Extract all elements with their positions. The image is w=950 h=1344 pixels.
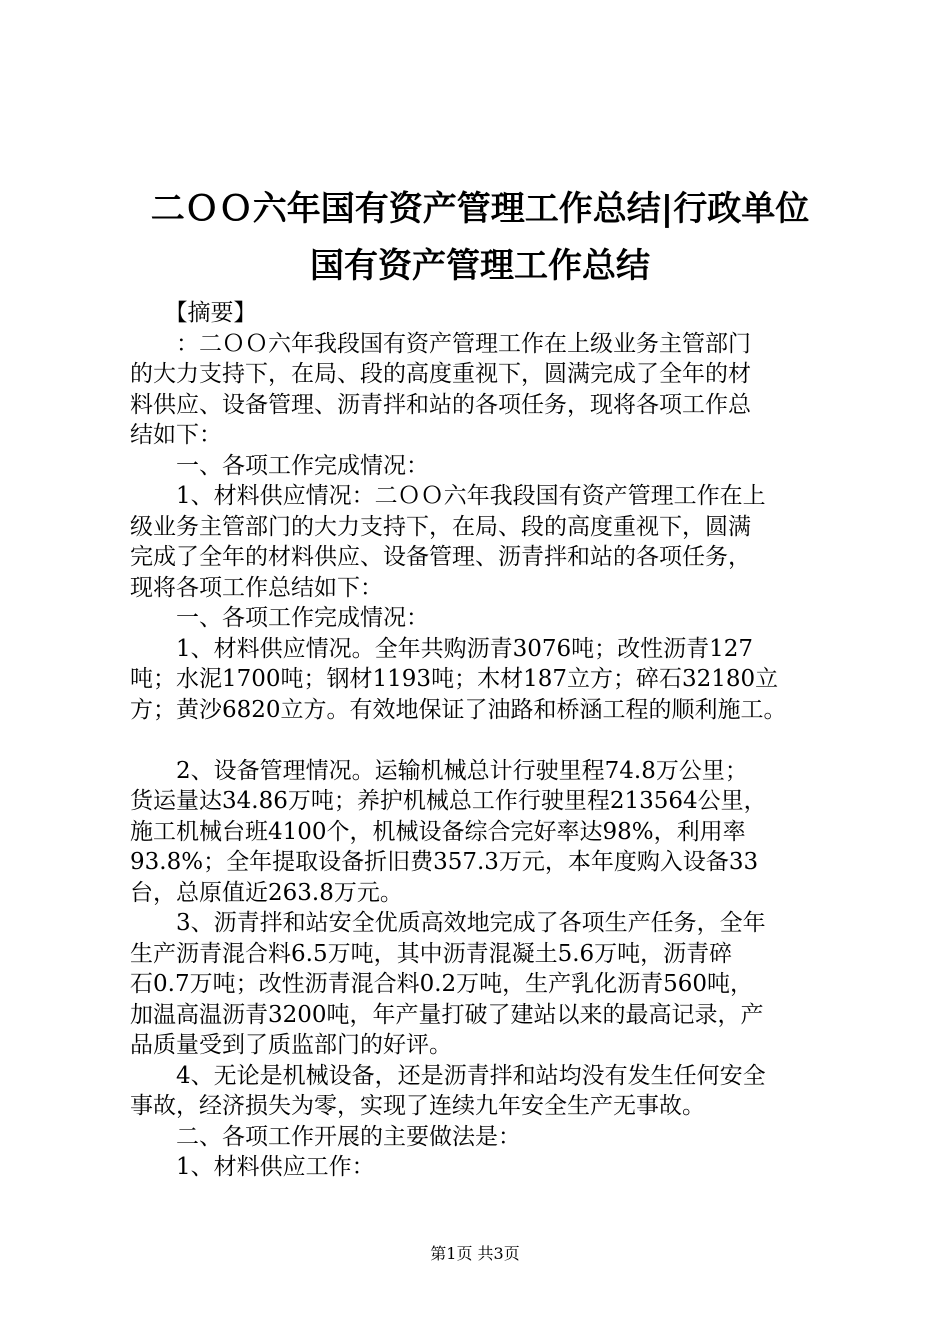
body-line: 品质量受到了质监部门的好评。 [130,1032,452,1058]
body-line: 现将各项工作总结如下： [130,574,383,601]
body-line: 的大力支持下，在局、段的高度重视下，圆满完成了全年的材 [130,361,751,387]
body-line: 2、设备管理情况。运输机械总计行驶里程74.8万公里； [130,757,748,784]
body-line: 结如下： [130,422,222,448]
body-line: 石0.7万吨；改性沥青混合料0.2万吨，生产乳化沥青560吨， [130,971,754,997]
body-line: 93.8%；全年提取设备折旧费357.3万元，本年度购入设备33 [130,849,759,875]
document-title-line-2: 国有资产管理工作总结 [310,246,650,286]
body-line: 生产沥青混合料6.5万吨，其中沥青混凝土5.6万吨，沥青碎 [130,940,733,967]
body-line: 施工机械台班4100个，机械设备综合完好率达98%，利用率 [130,818,746,845]
body-line: 吨；水泥1700吨；钢材1193吨；木材187立方；碎石32180立 [130,666,779,692]
body-line: 4、无论是机械设备，还是沥青拌和站均没有发生任何安全 [130,1062,766,1089]
body-line: 一、各项工作完成情况： [130,605,429,631]
body-line: 货运量达34.86万吨；养护机械总工作行驶里程213564公里， [130,788,767,814]
body-line: 1、材料供应情况：二ＯＯ六年我段国有资产管理工作在上 [130,483,766,509]
blank-line [130,725,830,756]
body-line: 完成了全年的材料供应、设备管理、沥青拌和站的各项任务， [130,544,751,570]
body-line: 3、沥青拌和站安全优质高效地完成了各项生产任务，全年 [130,910,766,936]
body-line: 级业务主管部门的大力支持下，在局、段的高度重视下，圆满 [130,513,751,540]
body-line: 方；黄沙6820立方。有效地保证了油路和桥涵工程的顺利施工。 [130,696,787,723]
body-line: 一、各项工作完成情况： [130,452,429,479]
body-line: 事故，经济损失为零，实现了连续九年安全生产无事故。 [130,1093,705,1119]
page-number-footer: 第1页 共3页 [430,1244,520,1263]
body-line: 1、材料供应情况。全年共购沥青3076吨；改性沥青127 [130,635,754,662]
document-title-line-1: 二ＯＯ六年国有资产管理工作总结|行政单位 [150,189,810,229]
body-line: 1、材料供应工作： [130,1154,375,1180]
body-line: 台，总原值近263.8万元。 [130,879,403,906]
body-line: 二、各项工作开展的主要做法是： [130,1123,521,1150]
document-body [130,298,830,1183]
body-line: 【摘要】 [130,300,257,326]
body-line: ：二ＯＯ六年我段国有资产管理工作在上级业务主管部门 [130,330,751,357]
body-line: 加温高温沥青3200吨，年产量打破了建站以来的最高记录，产 [130,1001,764,1028]
body-line: 料供应、设备管理、沥青拌和站的各项任务，现将各项工作总 [130,391,751,418]
